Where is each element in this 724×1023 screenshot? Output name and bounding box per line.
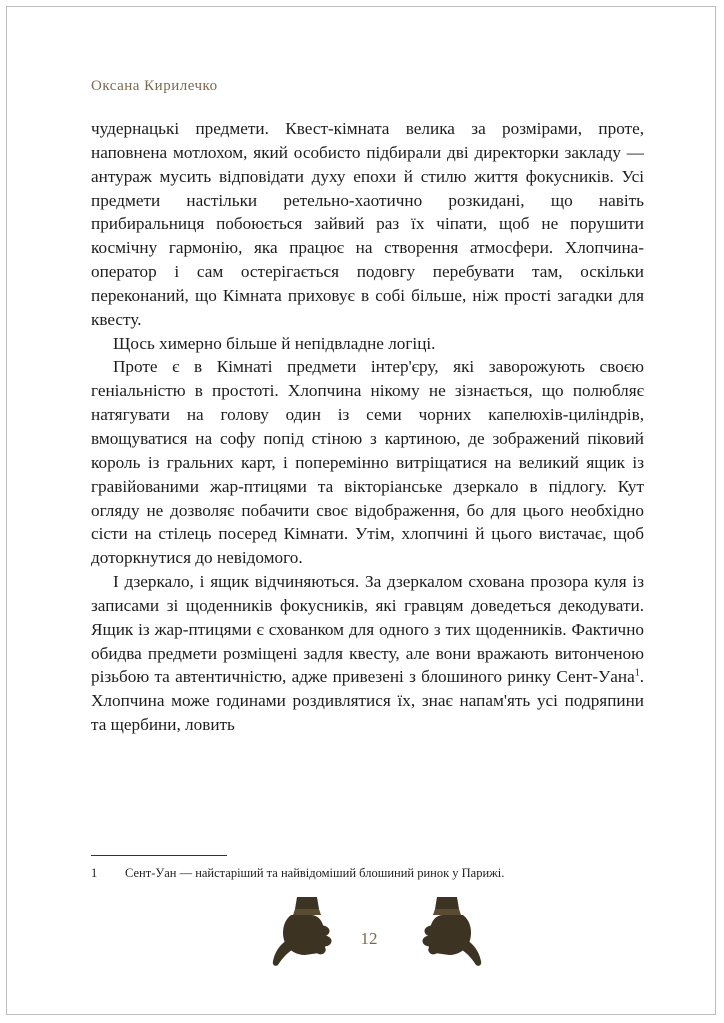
body-text — [91, 117, 644, 737]
paragraph-4-continuation: Хлопчина може годинами роздивлятися їх, знає напам'ять усі подряпини та щербини, ловить — [91, 691, 644, 735]
footnote-text: Сент-Уан — найстаріший та найвідоміший блошиний ринок у Парижі. — [125, 866, 505, 880]
footnote-marker[interactable]: 1 — [634, 667, 640, 679]
page-number: 12 — [360, 929, 378, 948]
paragraph-4: І дзеркало, і ящик відчиняються. За дзеркалом схована прозора куля із записами зі щоденників фокусників, які гравцям доведеться декодувати. Ящик із жар-птицями є схованком для одного з тих щоденників. Фактично обидва предмети розміщені задля квесту, але вони вражають витонченою різьбою та автентичністю, адже привезені з блошиного ринку Сент-Уана$^1$. Хлопчина може годинами роздивлятися їх, знає напам'ять усі подряпини та щербини, ловить — [91, 572, 644, 735]
paragraph-2: Щось химерно більше й непідвладне логіці. — [113, 333, 436, 353]
paragraph-1: чудернацькі предмети. Квест-кімната велика за розмірами, проте, наповнена мотлохом, який особисто підбирали дві директорки закладу — антураж мусить відповідати духу епохи й стилю життя фокусників. Усі предмети настільки ретельно-хаотично розкидані, що навіть прибиральниця побоюється зайвий раз їх чіпати, щоб не порушити космічну гармонію, яка працює на створення атмосфери. Хлопчина-оператор і сам остерігається подовгу перебувати там, оскільки переконаний, що Кімната приховує в собі більше, ніж прості загадки для квесту. — [91, 119, 644, 329]
pointing-hand-right-icon — [405, 895, 485, 971]
paragraph-4-text: І дзеркало, і ящик відчиняються. За дзеркалом схована прозора куля із записами зі щоденників фокусників, які гравцям доведеться декодувати. Ящик із жар-птицями є схованком для одного з тих щоденників. Фактично обидва предмети розміщені задля квесту, але вони вражають витонченою різьбою та автентичністю, адже привезені з блошиного ринку Сент-Уана — [91, 572, 644, 687]
footnote — [91, 866, 644, 881]
footnote-rule — [91, 855, 227, 856]
book-page — [6, 6, 716, 1015]
paragraph-3: Проте є в Кімнаті предмети інтер'єру, які заворожують своєю геніальністю в простоті. Хлопчина нікому не зізнається, що полюбляє натягувати на голову один із семи чорних капелюхів-циліндрів, вмощуватися на софу попід стіною з картиною, де зображений піковий король із гральних карт, і поперемінно витріщатися на великий ящик із гравійованими жар-птицями та вікторіанське дзеркало в підлогу. Кут огляду не дозволяє побачити своє відображення, бо для цього необхідно сісти на стілець посеред Кімнати. Утім, хлопчині й цього вистачає, щоб доторкнутися до невідомого. — [91, 357, 644, 568]
footnote-number: 1 — [91, 866, 98, 880]
running-header: Оксана Кирилечко — [91, 78, 218, 94]
pointing-hand-left-icon — [269, 895, 349, 971]
